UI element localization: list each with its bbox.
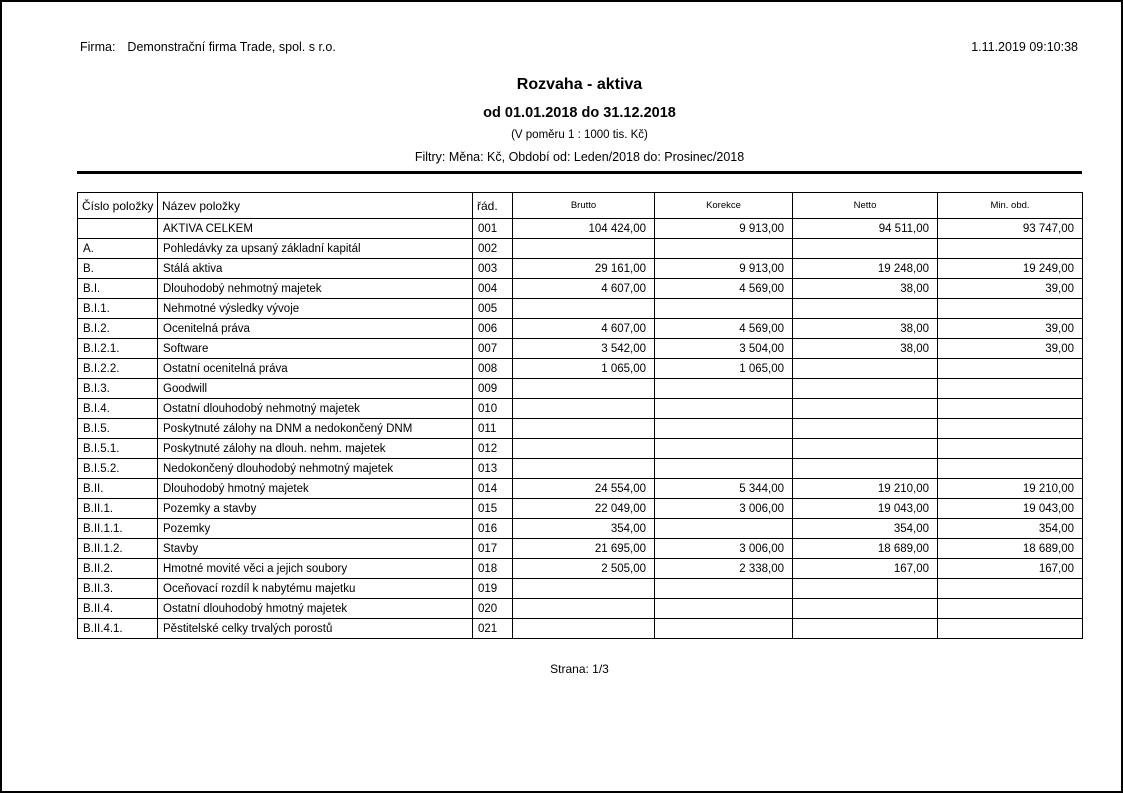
cell-korekce: 2 338,00	[655, 559, 793, 579]
company-name: Demonstrační firma Trade, spol. s r.o.	[127, 40, 336, 54]
cell-line: 015	[473, 499, 513, 519]
cell-min-obd	[938, 239, 1083, 259]
cell-brutto	[513, 399, 655, 419]
cell-korekce	[655, 619, 793, 639]
cell-line: 013	[473, 459, 513, 479]
table-row	[78, 379, 1083, 399]
cell-netto: 38,00	[793, 339, 938, 359]
cell-netto	[793, 379, 938, 399]
col-header-korekce: Korekce	[655, 193, 793, 219]
table-body	[78, 219, 1083, 639]
cell-line: 004	[473, 279, 513, 299]
table-row	[78, 359, 1083, 379]
table-row	[78, 459, 1083, 479]
cell-item-name: Pohledávky za upsaný základní kapitál	[158, 239, 473, 259]
table-row	[78, 539, 1083, 559]
cell-item-name: Dlouhodobý hmotný majetek	[158, 479, 473, 499]
cell-item-name: Poskytnuté zálohy na dlouh. nehm. majetek	[158, 439, 473, 459]
cell-brutto: 2 505,00	[513, 559, 655, 579]
cell-brutto	[513, 239, 655, 259]
cell-item-number: B.I.2.1.	[78, 339, 158, 359]
cell-min-obd: 19 249,00	[938, 259, 1083, 279]
cell-korekce: 9 913,00	[655, 259, 793, 279]
table-row	[78, 479, 1083, 499]
cell-item-name: Oceňovací rozdíl k nabytému majetku	[158, 579, 473, 599]
cell-line: 017	[473, 539, 513, 559]
filters-line: Filtry: Měna: Kč, Období od: Leden/2018 do: Prosinec/2018	[414, 150, 745, 164]
cell-item-number: B.I.1.	[78, 299, 158, 319]
cell-netto	[793, 359, 938, 379]
cell-line: 002	[473, 239, 513, 259]
cell-line: 016	[473, 519, 513, 539]
cell-min-obd	[938, 599, 1083, 619]
table-row	[78, 339, 1083, 359]
cell-korekce	[655, 399, 793, 419]
cell-brutto: 24 554,00	[513, 479, 655, 499]
cell-min-obd: 39,00	[938, 279, 1083, 299]
cell-netto: 19 248,00	[793, 259, 938, 279]
cell-netto	[793, 439, 938, 459]
cell-item-number	[78, 219, 158, 239]
cell-item-number: B.I.2.2.	[78, 359, 158, 379]
cell-min-obd: 19 043,00	[938, 499, 1083, 519]
cell-min-obd: 18 689,00	[938, 539, 1083, 559]
cell-netto: 354,00	[793, 519, 938, 539]
cell-brutto	[513, 579, 655, 599]
divider-line	[77, 171, 1082, 174]
cell-brutto	[513, 459, 655, 479]
cell-item-number: B.I.4.	[78, 399, 158, 419]
cell-netto	[793, 459, 938, 479]
cell-brutto	[513, 379, 655, 399]
cell-min-obd	[938, 439, 1083, 459]
cell-line: 010	[473, 399, 513, 419]
company-line	[80, 40, 336, 54]
table-row	[78, 579, 1083, 599]
table-header-row	[78, 193, 1083, 219]
report-period: od 01.01.2018 do 31.12.2018	[483, 105, 676, 121]
cell-netto	[793, 579, 938, 599]
cell-line: 003	[473, 259, 513, 279]
cell-brutto	[513, 419, 655, 439]
cell-item-name: Poskytnuté zálohy na DNM a nedokončený DNM	[158, 419, 473, 439]
cell-item-name: Dlouhodobý nehmotný majetek	[158, 279, 473, 299]
col-header-line: řád.	[473, 193, 513, 219]
cell-item-name: Goodwill	[158, 379, 473, 399]
cell-brutto: 22 049,00	[513, 499, 655, 519]
cell-min-obd	[938, 379, 1083, 399]
cell-brutto: 104 424,00	[513, 219, 655, 239]
col-header-item-name: Název položky	[158, 193, 473, 219]
cell-brutto: 354,00	[513, 519, 655, 539]
cell-item-number: B.	[78, 259, 158, 279]
cell-korekce: 3 006,00	[655, 499, 793, 519]
table-row	[78, 319, 1083, 339]
cell-netto	[793, 419, 938, 439]
cell-korekce	[655, 299, 793, 319]
balance-sheet-table	[77, 192, 1083, 639]
cell-brutto	[513, 299, 655, 319]
col-header-netto: Netto	[793, 193, 938, 219]
cell-netto	[793, 299, 938, 319]
cell-brutto	[513, 439, 655, 459]
cell-min-obd	[938, 359, 1083, 379]
cell-korekce	[655, 239, 793, 259]
cell-brutto: 29 161,00	[513, 259, 655, 279]
cell-korekce	[655, 439, 793, 459]
cell-item-number: B.I.5.2.	[78, 459, 158, 479]
cell-korekce: 4 569,00	[655, 279, 793, 299]
cell-item-number: B.II.1.	[78, 499, 158, 519]
cell-item-number: B.II.1.2.	[78, 539, 158, 559]
ratio-note: (V poměru 1 : 1000 tis. Kč)	[511, 129, 648, 141]
table-row	[78, 619, 1083, 639]
cell-line: 014	[473, 479, 513, 499]
cell-netto: 94 511,00	[793, 219, 938, 239]
table-row	[78, 599, 1083, 619]
cell-item-name: Software	[158, 339, 473, 359]
cell-item-name: Pozemky	[158, 519, 473, 539]
cell-brutto: 3 542,00	[513, 339, 655, 359]
cell-korekce: 4 569,00	[655, 319, 793, 339]
table-row	[78, 259, 1083, 279]
table-row	[78, 219, 1083, 239]
cell-line: 006	[473, 319, 513, 339]
cell-korekce	[655, 379, 793, 399]
cell-item-number: B.I.	[78, 279, 158, 299]
cell-min-obd	[938, 299, 1083, 319]
table-row	[78, 299, 1083, 319]
cell-item-number: B.II.1.1.	[78, 519, 158, 539]
cell-brutto: 4 607,00	[513, 319, 655, 339]
page-number: Strana: 1/3	[550, 662, 609, 676]
cell-item-number: B.II.4.	[78, 599, 158, 619]
cell-item-name: Ostatní dlouhodobý nehmotný majetek	[158, 399, 473, 419]
cell-line: 021	[473, 619, 513, 639]
table-row	[78, 439, 1083, 459]
cell-item-name: Ostatní ocenitelná práva	[158, 359, 473, 379]
cell-item-number: B.I.2.	[78, 319, 158, 339]
cell-item-number: B.II.2.	[78, 559, 158, 579]
cell-line: 019	[473, 579, 513, 599]
cell-netto	[793, 239, 938, 259]
cell-min-obd: 354,00	[938, 519, 1083, 539]
cell-line: 009	[473, 379, 513, 399]
cell-line: 018	[473, 559, 513, 579]
cell-line: 020	[473, 599, 513, 619]
cell-korekce	[655, 459, 793, 479]
cell-line: 008	[473, 359, 513, 379]
report-datetime: 1.11.2019 09:10:38	[971, 40, 1078, 54]
table-row	[78, 499, 1083, 519]
cell-korekce	[655, 579, 793, 599]
cell-korekce: 1 065,00	[655, 359, 793, 379]
cell-line: 007	[473, 339, 513, 359]
cell-netto: 38,00	[793, 279, 938, 299]
cell-netto: 167,00	[793, 559, 938, 579]
cell-item-number: B.II.	[78, 479, 158, 499]
cell-line: 005	[473, 299, 513, 319]
cell-brutto: 21 695,00	[513, 539, 655, 559]
cell-line: 012	[473, 439, 513, 459]
cell-item-name: Ocenitelná práva	[158, 319, 473, 339]
cell-min-obd	[938, 579, 1083, 599]
table-row	[78, 519, 1083, 539]
col-header-min-obd: Min. obd.	[938, 193, 1083, 219]
cell-netto: 38,00	[793, 319, 938, 339]
company-label: Firma:	[80, 40, 116, 54]
cell-brutto	[513, 619, 655, 639]
cell-item-number: A.	[78, 239, 158, 259]
cell-item-name: Stálá aktiva	[158, 259, 473, 279]
cell-korekce	[655, 519, 793, 539]
cell-item-name: Ostatní dlouhodobý hmotný majetek	[158, 599, 473, 619]
cell-min-obd: 93 747,00	[938, 219, 1083, 239]
cell-netto	[793, 619, 938, 639]
cell-brutto: 1 065,00	[513, 359, 655, 379]
cell-korekce	[655, 599, 793, 619]
table-row	[78, 399, 1083, 419]
table-row	[78, 279, 1083, 299]
table-row	[78, 559, 1083, 579]
cell-item-name: Hmotné movité věci a jejich soubory	[158, 559, 473, 579]
cell-item-number: B.I.5.	[78, 419, 158, 439]
cell-min-obd: 39,00	[938, 319, 1083, 339]
cell-min-obd: 19 210,00	[938, 479, 1083, 499]
report-title: Rozvaha - aktiva	[516, 76, 643, 93]
cell-korekce: 3 504,00	[655, 339, 793, 359]
cell-line: 011	[473, 419, 513, 439]
cell-item-number: B.II.4.1.	[78, 619, 158, 639]
table-row	[78, 419, 1083, 439]
cell-netto	[793, 399, 938, 419]
cell-brutto	[513, 599, 655, 619]
cell-item-number: B.I.5.1.	[78, 439, 158, 459]
cell-item-name: Nedokončený dlouhodobý nehmotný majetek	[158, 459, 473, 479]
cell-min-obd	[938, 399, 1083, 419]
cell-min-obd: 167,00	[938, 559, 1083, 579]
cell-item-number: B.I.3.	[78, 379, 158, 399]
cell-min-obd: 39,00	[938, 339, 1083, 359]
cell-item-number: B.II.3.	[78, 579, 158, 599]
cell-korekce: 3 006,00	[655, 539, 793, 559]
table-row	[78, 239, 1083, 259]
cell-korekce: 5 344,00	[655, 479, 793, 499]
cell-brutto: 4 607,00	[513, 279, 655, 299]
col-header-brutto: Brutto	[513, 193, 655, 219]
cell-min-obd	[938, 459, 1083, 479]
col-header-item-number: Číslo položky	[78, 193, 158, 219]
cell-korekce	[655, 419, 793, 439]
cell-item-name: Stavby	[158, 539, 473, 559]
cell-korekce: 9 913,00	[655, 219, 793, 239]
cell-min-obd	[938, 419, 1083, 439]
cell-min-obd	[938, 619, 1083, 639]
cell-item-name: Pěstitelské celky trvalých porostů	[158, 619, 473, 639]
cell-item-name: Nehmotné výsledky vývoje	[158, 299, 473, 319]
cell-netto: 18 689,00	[793, 539, 938, 559]
cell-item-name: AKTIVA CELKEM	[158, 219, 473, 239]
cell-netto	[793, 599, 938, 619]
cell-netto: 19 043,00	[793, 499, 938, 519]
cell-item-name: Pozemky a stavby	[158, 499, 473, 519]
cell-line: 001	[473, 219, 513, 239]
cell-netto: 19 210,00	[793, 479, 938, 499]
